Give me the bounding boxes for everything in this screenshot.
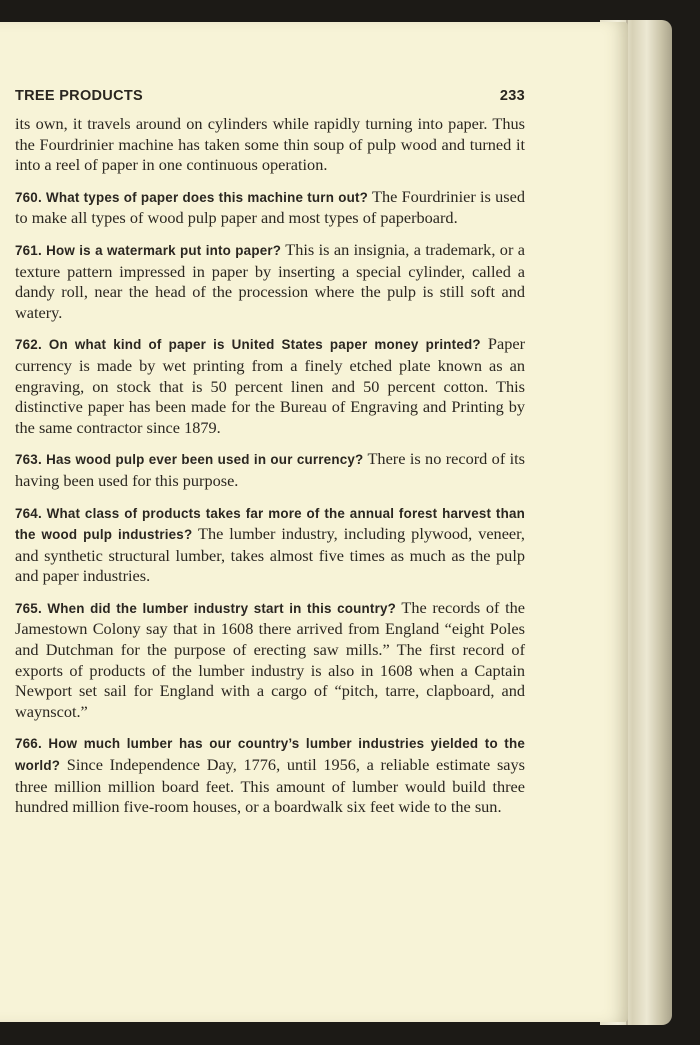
answer-763: There is no record of its having been used for this purpose.	[15, 449, 526, 490]
question-761: 761. How is a watermark put into paper?	[15, 242, 282, 258]
intro-paragraph: its own, it travels around on cylinders while rapidly turning into paper. Thus the Fourdrinier machine has taken some thin soup of pulp wood and turned it into a reel of paper in one continuous operation.	[15, 114, 525, 175]
answer-761: This is an insignia, a trademark, or a texture pattern impressed in paper by inserting a special cylinder, called a dandy roll, near the head of the procession where the pulp is still soft and watery.	[15, 239, 525, 322]
question-760: 760. What types of paper does this machine turn out?	[15, 189, 369, 205]
entry-762	[15, 334, 525, 438]
answer-762: Paper currency is made by wet printing from a finely etched plate known as an engraving, on stock that is 50 percent linen and 50 percent cotton. This distinctive paper has been made for the Bureau of Engraving and Printing by the same contractor since 1879.	[15, 334, 525, 437]
entry-763	[15, 449, 525, 491]
entry-765	[15, 598, 525, 723]
entry-764	[15, 503, 525, 587]
answer-766: Since Independence Day, 1776, until 1956, a reliable estimate says three million million board feet. This amount of lumber would build three hundred million five-room houses, or a boardwalk six feet wide to the sun.	[15, 755, 525, 817]
question-765: 765. When did the lumber industry start in this country?	[15, 600, 397, 616]
entry-761	[15, 240, 525, 323]
answer-765: The records of the Jamestown Colony say that in 1608 there arrived from England “eight Poles and Dutchman for the purpose of erecting saw mills.” The first record of exports of products of the lumber industry is also in 1608 when a Captain Newport set sail for England with a cargo of “pitch, tarre, clapboard, and waynscot.”	[15, 597, 526, 721]
question-766: 766. How much lumber has our country’s lumber industries yielded to the world?	[15, 736, 525, 774]
question-763: 763. Has wood pulp ever been used in our currency?	[15, 452, 364, 468]
body-text	[15, 114, 525, 818]
question-762: 762. On what kind of paper is United States paper money printed?	[15, 337, 481, 353]
answer-764: The lumber industry, including plywood, veneer, and synthetic structural lumber, takes almost five times as much as the pulp and paper industries.	[15, 524, 525, 586]
question-764: 764. What class of products takes far more of the annual forest harvest than the wood pulp industries?	[15, 505, 525, 543]
page-number: 233	[499, 88, 525, 104]
section-title: TREE PRODUCTS	[15, 88, 143, 104]
entry-760	[15, 187, 525, 229]
entry-766	[15, 733, 525, 817]
answer-760: The Fourdrinier is used to make all types of wood pulp paper and most types of paperboard.	[15, 186, 525, 228]
running-header	[15, 88, 525, 110]
